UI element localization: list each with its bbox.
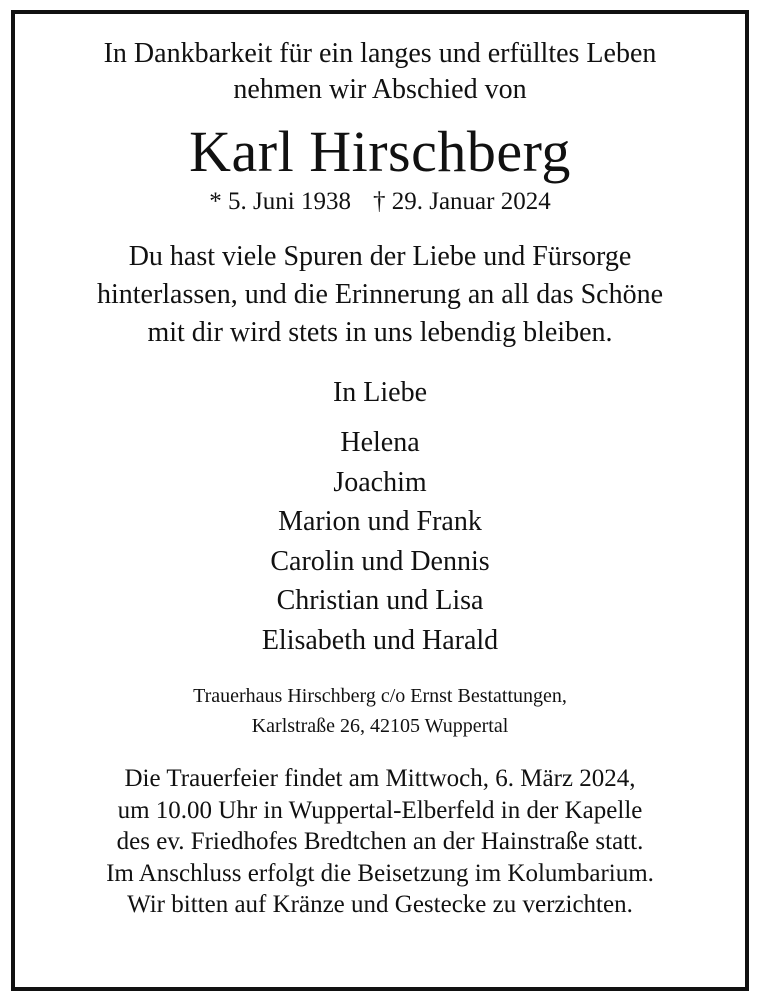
service-line: des ev. Friedhofes Bredtchen an der Hainstraße statt. — [116, 828, 644, 855]
deceased-name: Karl Hirschberg — [189, 119, 571, 184]
in-love-heading: In Liebe — [332, 377, 428, 408]
funeral-service-info — [15, 763, 745, 921]
obituary-content — [15, 14, 745, 921]
mourner-name: Joachim — [333, 466, 427, 498]
verse-line: hinterlassen, und die Erinnerung an all das Schöne — [96, 279, 664, 310]
mourners-list — [15, 423, 745, 660]
intro-line: nehmen wir Abschied von — [233, 74, 527, 105]
intro-line: In Dankbarkeit für ein langes und erfülltes Leben — [103, 38, 657, 69]
death-date: † 29. Januar 2024 — [372, 188, 551, 215]
address-line: Trauerhaus Hirschberg c/o Ernst Bestattungen, — [193, 685, 567, 707]
mourner-name: Christian und Lisa — [276, 585, 484, 616]
life-dates — [15, 186, 745, 218]
service-line: Die Trauerfeier findet am Mittwoch, 6. März 2024, — [124, 765, 636, 792]
obituary-border — [11, 10, 749, 991]
verse-line: mit dir wird stets in uns lebendig bleiben. — [147, 317, 613, 348]
address-line: Karlstraße 26, 42105 Wuppertal — [251, 715, 509, 737]
mourner-name: Elisabeth und Harald — [261, 624, 499, 656]
birth-date: * 5. Juni 1938 — [209, 188, 351, 215]
service-line: um 10.00 Uhr in Wuppertal-Elberfeld in der Kapelle — [117, 796, 643, 824]
memorial-verse — [15, 238, 745, 352]
mourner-name: Carolin und Dennis — [270, 545, 490, 577]
mourner-name: Marion und Frank — [278, 506, 482, 537]
mourner-name: Helena — [340, 427, 420, 458]
intro-text — [15, 36, 745, 108]
service-line: Wir bitten auf Kränze und Gestecke zu verzichten. — [127, 891, 633, 918]
mourning-house-address — [15, 681, 745, 741]
service-line: Im Anschluss erfolgt die Beisetzung im Kolumbarium. — [106, 859, 654, 887]
verse-line: Du hast viele Spuren der Liebe und Fürsorge — [128, 241, 632, 272]
